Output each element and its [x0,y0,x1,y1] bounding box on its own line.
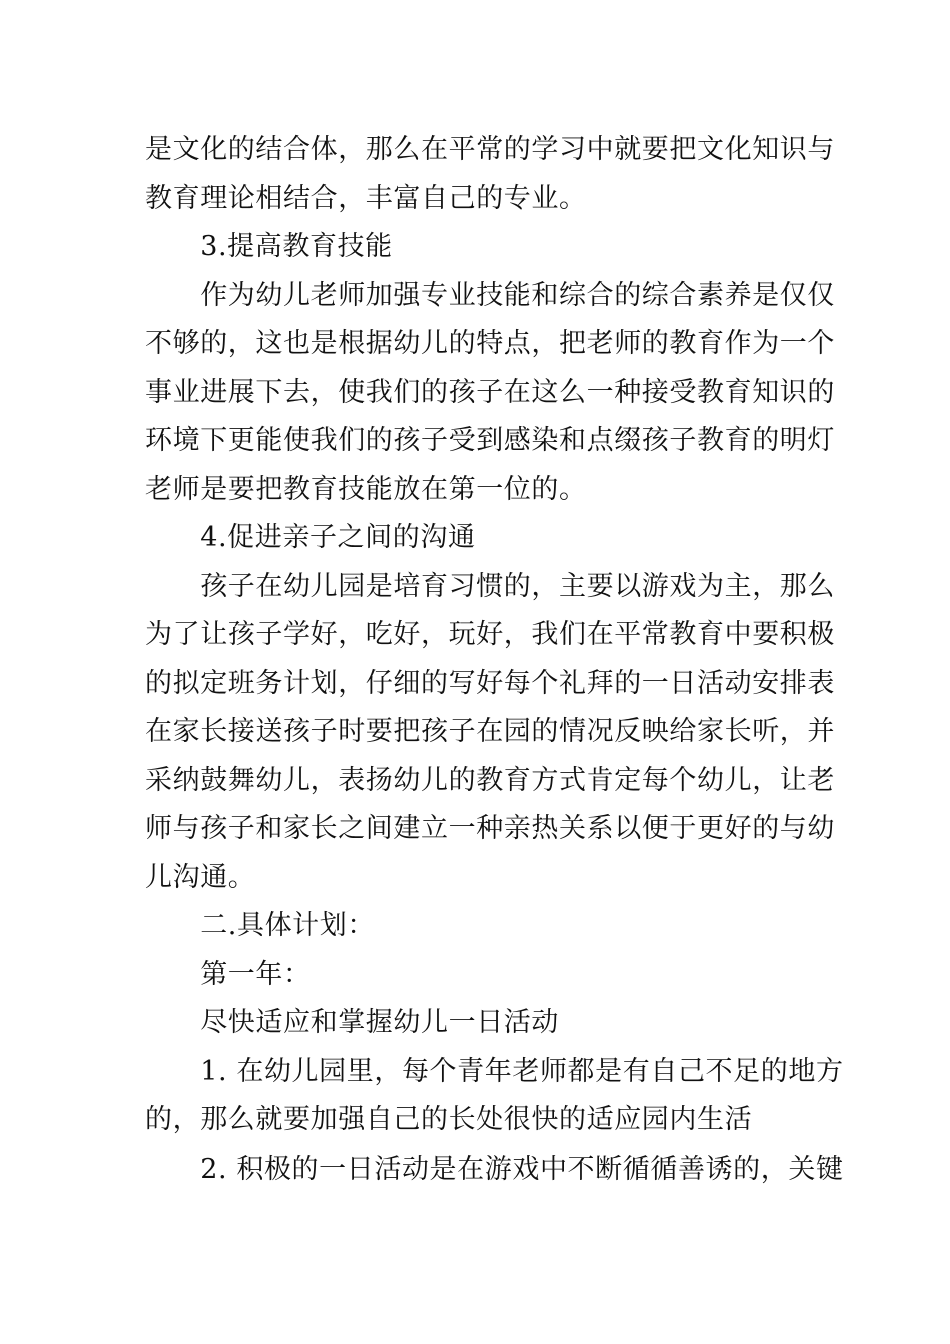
body-text-line: 作为幼儿老师加强专业技能和综合的综合素养是仅仅 [145,279,835,311]
document-body [145,126,844,1194]
body-text-line: 教育理论相结合，丰富自己的专业。 [145,182,587,214]
body-text-line: 不够的，这也是根据幼儿的特点，把老师的教育作为一个 [145,328,835,359]
subsection-heading: 第一年： [145,958,311,990]
section-heading: 二.具体计划： [145,910,375,941]
body-text-line: 事业进展下去，使我们的孩子在这么一种接受教育知识的 [145,376,835,408]
body-text-line: 在家长接送孩子时要把孩子在园的情况反映给家长听，并 [145,716,835,747]
body-text-line: 儿沟通。 [145,861,256,893]
body-text-line: 尽快适应和掌握幼儿一日活动 [145,1007,559,1038]
section-heading: 4.促进亲子之间的沟通 [145,522,476,553]
body-text-line: 为了让孩子学好，吃好，玩好，我们在平常教育中要积极 [145,619,835,650]
body-text-line: 孩子在幼儿园是培育习惯的，主要以游戏为主，那么 [145,570,835,602]
section-heading: 3.提高教育技能 [145,231,393,262]
body-text-line: 是文化的结合体，那么在平常的学习中就要把文化知识与 [145,134,835,165]
list-item-line: 2. 积极的一日活动是在游戏中不断循循善诱的，关键 [145,1153,844,1185]
body-text-line: 环境下更能使我们的孩子受到感染和点缀孩子教育的明灯 [145,425,835,456]
list-item-line: 的，那么就要加强自己的长处很快的适应园内生活 [145,1104,753,1135]
body-text-line: 老师是要把教育技能放在第一位的。 [145,473,587,505]
list-item-line: 1. 在幼儿园里，每个青年老师都是有自己不足的地方 [145,1055,844,1087]
body-text-line: 师与孩子和家长之间建立一种亲热关系以便于更好的与幼 [145,813,835,844]
body-text-line: 的拟定班务计划，仔细的写好每个礼拜的一日活动安排表 [145,667,835,699]
body-text-line: 采纳鼓舞幼儿，表扬幼儿的教育方式肯定每个幼儿，让老 [145,764,835,796]
